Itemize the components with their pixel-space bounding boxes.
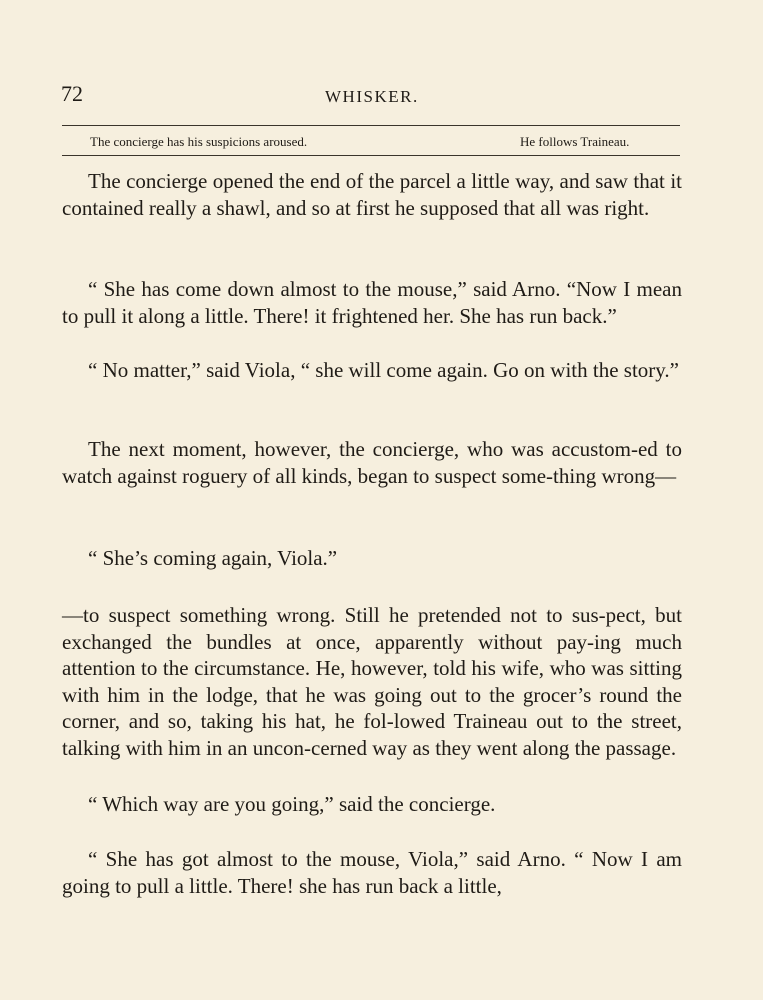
page-number: 72 (61, 81, 83, 106)
paragraph-4: The next moment, however, the concierge, who was accustom-ed to watch against roguery of all kinds, began to suspect some-thing wrong— (62, 437, 682, 488)
paragraph-6: —to suspect something wrong. Still he pretended not to sus-pect, but exchanged the bundles at once, apparently without pay-ing much attention to the circumstance. He, however, told his wife, who was sitting with him in the lodge, that he was going out to the grocer’s round the corner, and so, taking his hat, he fol-lowed Traineau out to the street, talking with him in an uncon-cerned way as they went along the passage. (62, 603, 682, 760)
paragraph-7: “ Which way are you going,” said the concierge. (88, 792, 496, 816)
paragraph-1: The concierge opened the end of the parcel a little way, and saw that it contained really a shawl, and so at first he supposed that all was right. (62, 169, 682, 220)
header-rule-top (62, 125, 680, 126)
paragraph-8: “ She has got almost to the mouse, Viola,” said Arno. “ Now I am going to pull a little. There! she has run back a little, (62, 847, 682, 898)
side-note-right: He follows Traineau. (520, 134, 630, 149)
paragraph-2: “ She has come down almost to the mouse,” said Arno. “Now I mean to pull it along a little. There! it frightened her. She has run back.” (62, 277, 682, 328)
running-head: WHISKER. (325, 87, 419, 106)
header-rule-bottom (62, 155, 680, 156)
paragraph-3: “ No matter,” said Viola, “ she will come again. Go on with the story.” (88, 358, 679, 382)
paragraph-5: “ She’s coming again, Viola.” (88, 546, 338, 570)
side-note-left: The concierge has his suspicions aroused. (90, 134, 308, 149)
